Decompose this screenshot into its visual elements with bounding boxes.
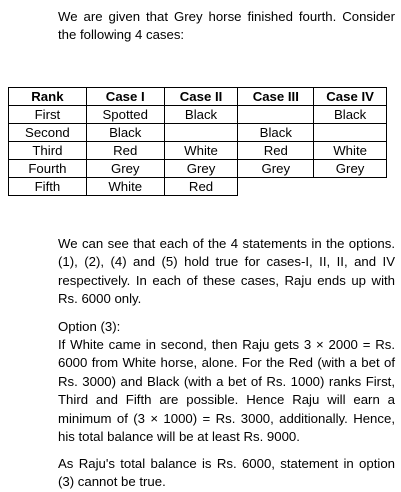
table-cell: White (164, 142, 238, 160)
table-cell: White (314, 142, 387, 160)
table-header-row (9, 88, 387, 106)
statements-paragraph: We can see that each of the 4 statements in the options. (1), (2), (4) and (5) hold true for cases-I, II, II, and IV respectively. In each of these cases, Raju ends up with Rs. 6000 only. (58, 236, 395, 307)
table-cell: Grey (314, 160, 387, 178)
table-cell: White (86, 178, 164, 196)
table-row (9, 106, 387, 124)
intro-text: We are given that Grey horse finished fourth. Consider the following 4 cases: (58, 9, 395, 43)
table-row (9, 142, 387, 160)
option-label: Option (3): (58, 319, 121, 334)
table-cell: Black (238, 124, 314, 142)
table-cell: Black (314, 106, 387, 124)
table-cell (238, 106, 314, 124)
header-rank: Rank (9, 88, 87, 106)
table-cell: Fourth (9, 160, 87, 178)
table-cell: Third (9, 142, 87, 160)
conclusion-paragraph: As Raju's total balance is Rs. 6000, statement in option (3) cannot be true. (58, 456, 395, 490)
table-cell (164, 124, 238, 142)
option-3-analysis: If White came in second, then Raju gets 3 × 2000 = Rs. 6000 from White horse, alone. For the Red (with a bet of Rs. 3000) and Black (with a bet of Rs. 1000) ranks First, Third and Fifth are possible. Hence Raju will earn a minimum of (3 × 1000) = Rs. 3000, additionally. Hence, his total balance will be at least Rs. 9000. (58, 337, 395, 445)
table-row (9, 160, 387, 178)
table-cell: Fifth (9, 178, 87, 196)
table-cell: Grey (164, 160, 238, 178)
table-cell: First (9, 106, 87, 124)
table-cell: Black (164, 106, 238, 124)
table-cell: Grey (238, 160, 314, 178)
table-cell (314, 178, 387, 196)
table-cell: Red (86, 142, 164, 160)
table-row (9, 178, 387, 196)
table-cell: Second (9, 124, 87, 142)
header-case-2: Case II (164, 88, 238, 106)
table-cell: Red (238, 142, 314, 160)
header-case-3: Case III (238, 88, 314, 106)
table-cell: Black (86, 124, 164, 142)
table-cell: Grey (86, 160, 164, 178)
table-row (9, 124, 387, 142)
table-cell: Spotted (86, 106, 164, 124)
header-case-4: Case IV (314, 88, 387, 106)
table-cell (238, 178, 314, 196)
header-case-1: Case I (86, 88, 164, 106)
table-cell (314, 124, 387, 142)
cases-table (8, 87, 387, 196)
table-cell: Red (164, 178, 238, 196)
